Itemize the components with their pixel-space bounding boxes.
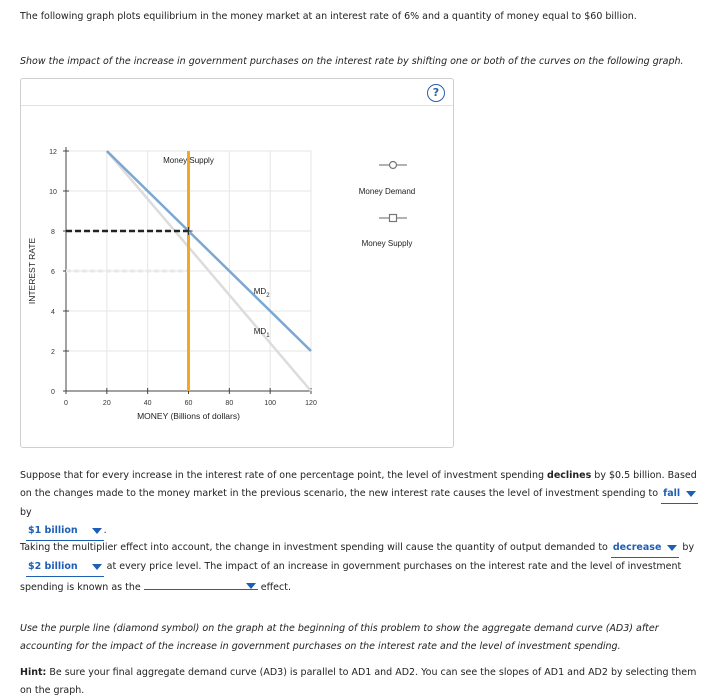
md1-label: $MD_1$ [253,327,270,339]
x-tick-label: 60 [184,400,193,407]
output-direction-dropdown[interactable]: decrease [611,539,680,558]
investment-amount-dropdown[interactable]: $1 billion [26,522,104,541]
instruction-text: Show the impact of the increase in government purchases on the interest rate by shifting one or both of the curves on the following graph. [20,56,684,67]
y-tick-label: 10 [49,189,57,196]
x-tick-label: 20 [102,400,111,407]
legend-money-demand-label: Money Demand [358,187,416,196]
output-amount-dropdown[interactable]: $2 billion [26,558,104,577]
y-tick-label: 6 [51,269,55,276]
legend-md-circle-icon[interactable] [390,162,397,169]
x-tick-label: 100 [264,400,277,407]
md2-label: $MD_2$ [253,287,270,299]
investment-direction-dropdown[interactable]: fall [661,485,698,504]
y-tick-label: 4 [51,309,55,316]
x-tick-label: 120 [305,400,317,407]
x-tick-label: 80 [225,400,234,407]
question-3: Use the purple line (diamond symbol) on the graph at the beginning of this problem to show the aggregate demand curve (AD3) after accounting for the impact of the increase in government purchases on the interest rate and the level of investment spending. [20,623,659,652]
legend-ms-square-icon[interactable] [390,215,397,222]
question-2: Taking the multiplier effect into account, the change in investment spending will cause the quantity of output demanded to decrease by $2 billion at every price level. The impact of an increase in government purchases on the interest rate and the level of investment spending is known as the effect. [20,539,710,597]
y-tick-label: 12 [49,149,57,156]
intro-text: The following graph plots equilibrium in the money market at an interest rate of 6% and a quantity of money equal to $60 billion. [20,11,637,22]
y-tick-label: 8 [51,229,55,236]
x-tick-label: 0 [64,400,68,407]
graph-panel [20,78,454,448]
x-tick-label: 40 [143,400,152,407]
y-tick-label: 0 [51,389,55,396]
y-tick-label: 2 [51,349,55,356]
money-demand-2-line[interactable] [107,151,311,351]
effect-name-dropdown[interactable] [144,577,258,590]
money-supply-label: Money Supply [163,156,214,165]
x-axis-label: MONEY (Billions of dollars) [137,411,240,421]
y-axis-label: INTEREST RATE [27,237,37,305]
help-icon[interactable]: ? [427,84,445,102]
money-market-chart[interactable] [21,79,453,447]
question-1: Suppose that for every increase in the interest rate of one percentage point, the level of investment spending declines by $0.5 billion. Based on the changes made to the money market in the previous scenario, the new interest rate causes the level of investment spending to fall by $1 billion . [20,467,710,541]
hint-text: Hint: Be sure your final aggregate demand curve (AD3) is parallel to AD1 and AD2. You can see the slopes of AD1 and AD2 by selecting them on the graph. [20,667,697,696]
legend-money-supply-label: Money Supply [361,239,413,248]
